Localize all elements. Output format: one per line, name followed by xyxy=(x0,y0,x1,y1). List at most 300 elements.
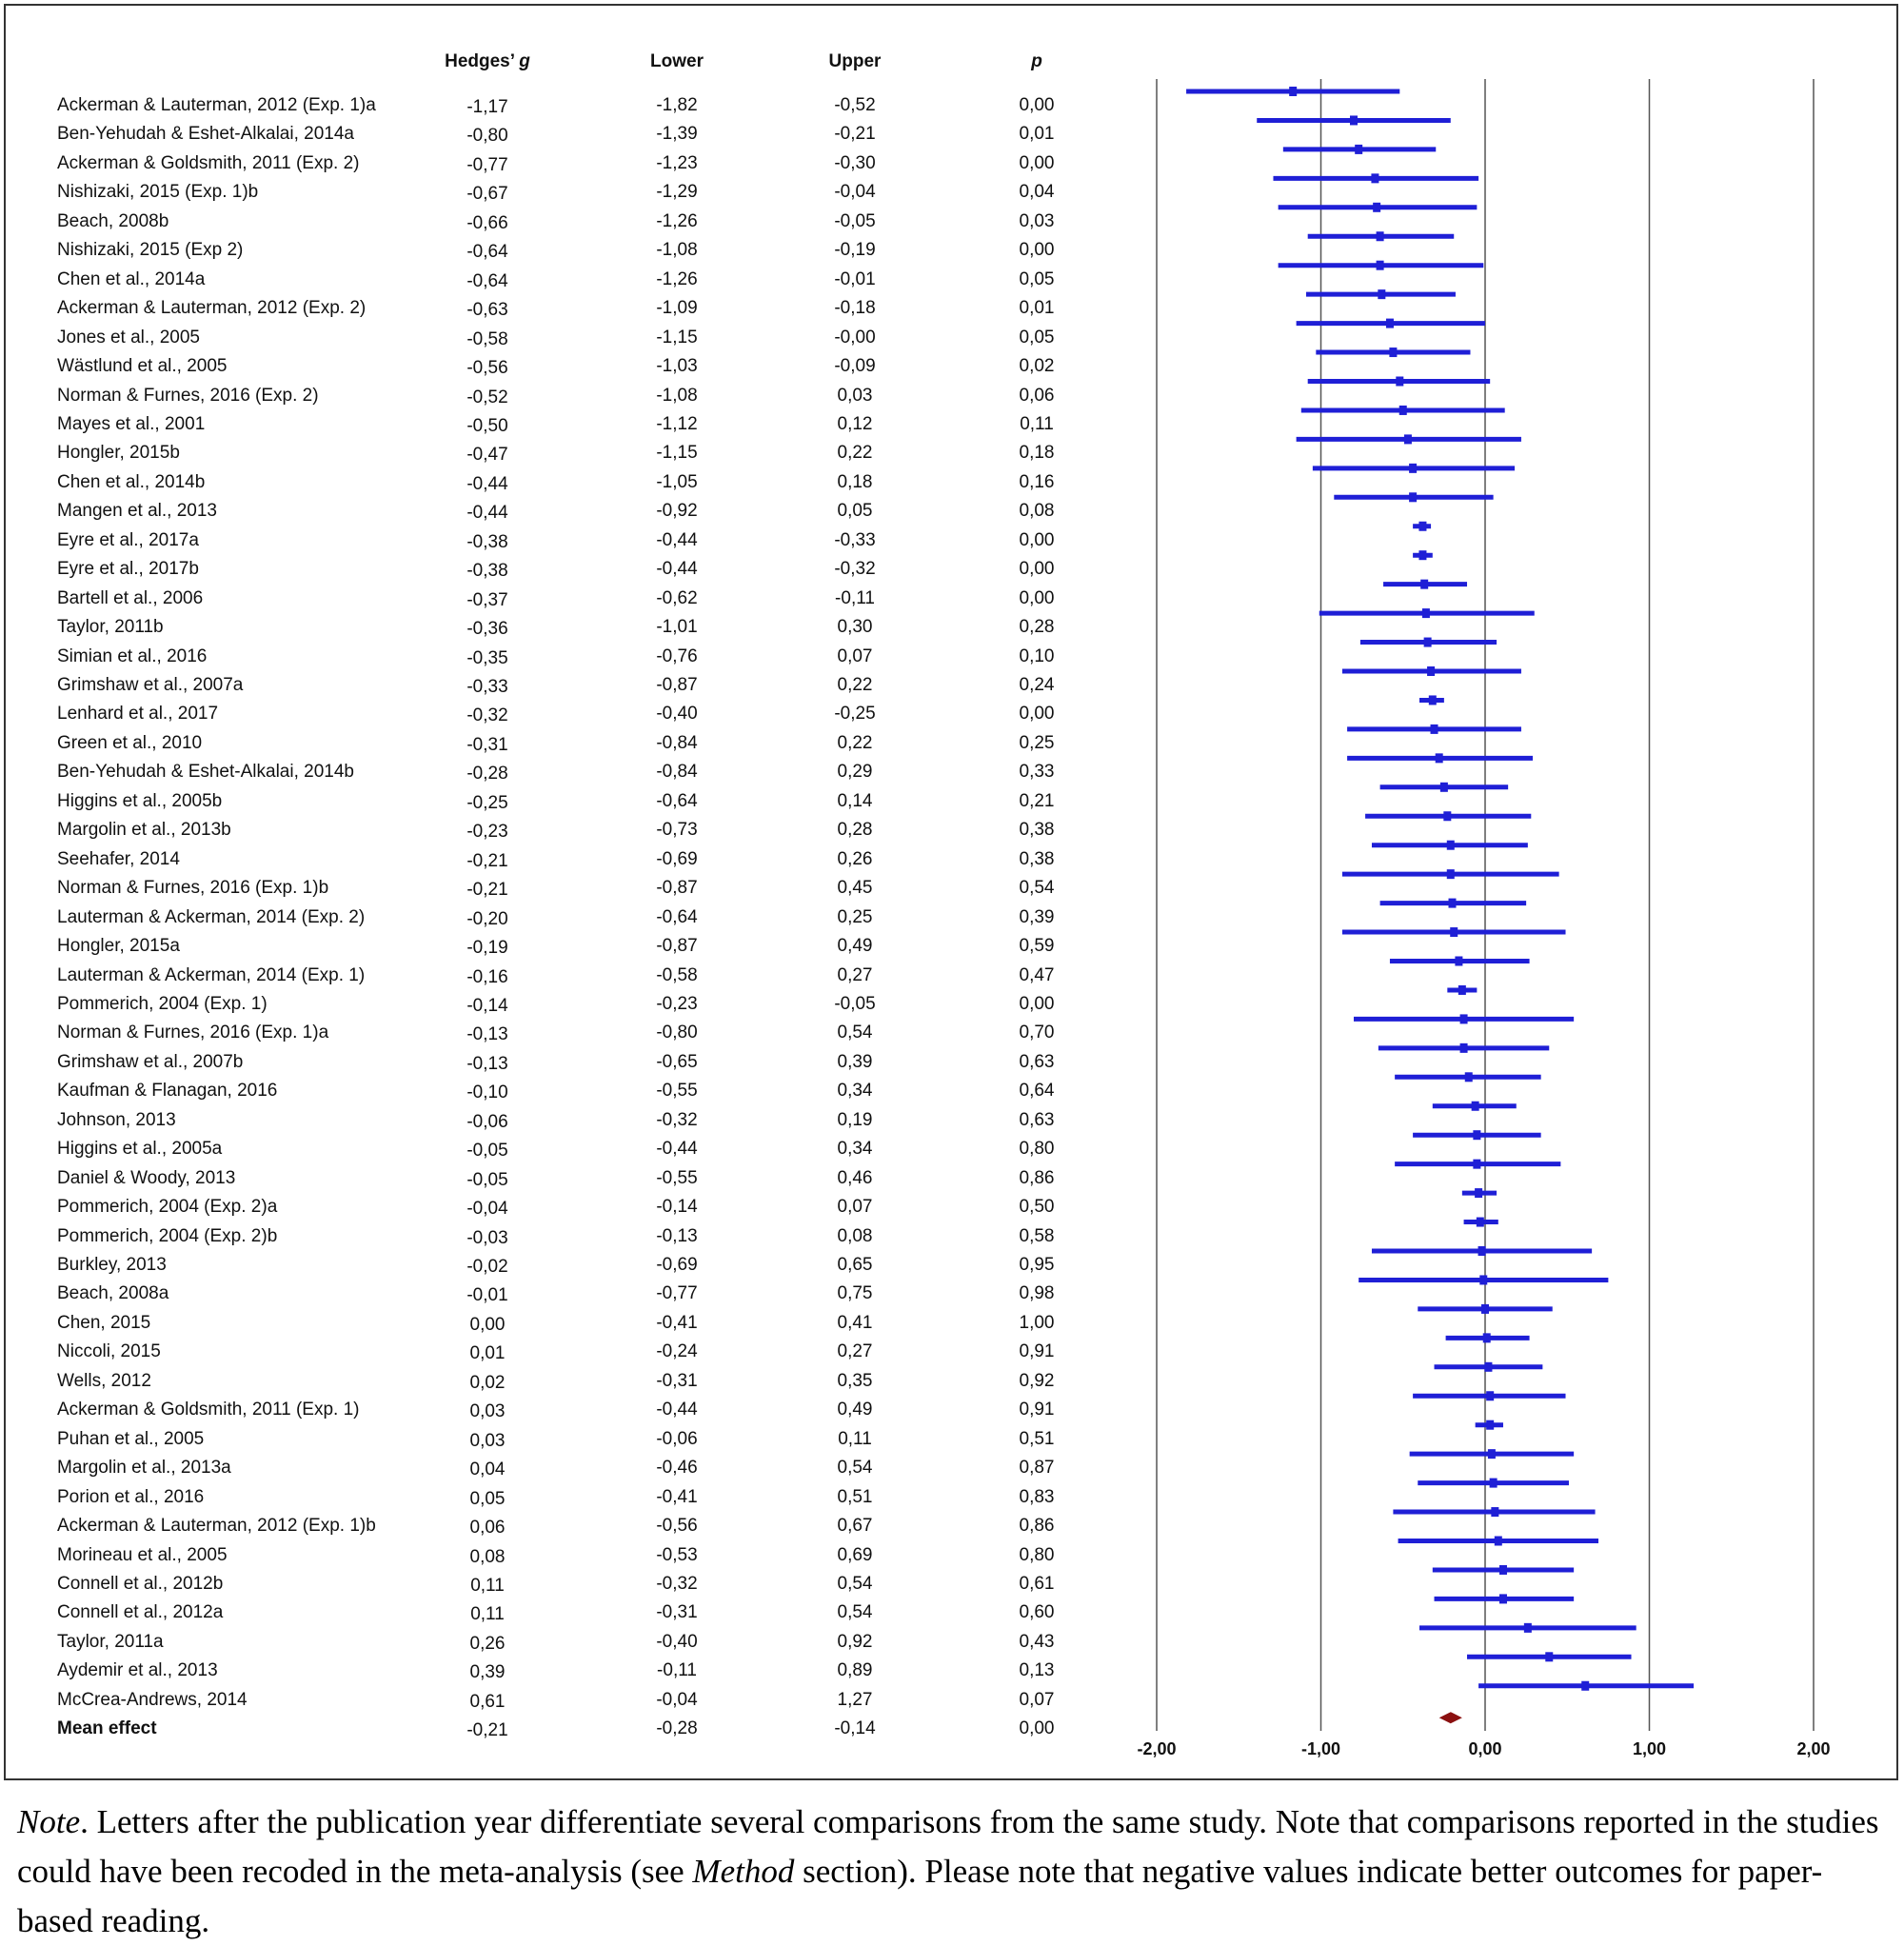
p-value: 0,95 xyxy=(1019,1255,1055,1275)
lower-ci-value: -0,87 xyxy=(656,936,698,957)
point-estimate xyxy=(1440,783,1448,792)
x-tick-label: 1,00 xyxy=(1632,1739,1667,1758)
upper-ci-value: 0,22 xyxy=(837,443,873,464)
upper-ci-value: -0,21 xyxy=(834,124,876,145)
upper-ci-value: 0,22 xyxy=(837,732,873,753)
p-value: 0,92 xyxy=(1019,1370,1055,1391)
point-estimate xyxy=(1404,434,1412,444)
study-name: Eyre et al., 2017b xyxy=(57,559,199,580)
upper-ci-value: -0,09 xyxy=(834,356,876,377)
effect-size-value: -0,25 xyxy=(466,792,508,813)
p-value: 0,70 xyxy=(1019,1023,1055,1043)
upper-ci-value: 0,46 xyxy=(837,1167,873,1188)
study-name: Taylor, 2011b xyxy=(57,617,164,638)
study-name: Kaufman & Flanagan, 2016 xyxy=(57,1081,278,1102)
effect-size-value: -0,23 xyxy=(466,822,508,843)
point-estimate xyxy=(1447,869,1455,879)
lower-ci-value: -0,65 xyxy=(656,1051,698,1072)
point-estimate xyxy=(1491,1507,1498,1517)
effect-size-value: -0,32 xyxy=(466,705,508,726)
upper-ci-value: 0,65 xyxy=(837,1255,873,1275)
upper-ci-value: 0,67 xyxy=(837,1516,873,1537)
lower-ci-value: -0,41 xyxy=(656,1486,698,1507)
study-name: Lauterman & Ackerman, 2014 (Exp. 2) xyxy=(57,906,366,927)
study-name: Grimshaw et al., 2007a xyxy=(57,675,244,695)
lower-ci-value: -1,39 xyxy=(656,124,698,145)
study-name: Higgins et al., 2005a xyxy=(57,1139,223,1160)
p-value: 0,01 xyxy=(1019,298,1055,319)
study-name: Mangen et al., 2013 xyxy=(57,501,217,522)
study-name: Ackerman & Goldsmith, 2011 (Exp. 2) xyxy=(57,152,360,173)
point-estimate xyxy=(1486,1420,1494,1430)
lower-ci-value: -1,01 xyxy=(656,617,698,638)
lower-ci-value: -0,73 xyxy=(656,820,698,841)
upper-ci-value: 0,14 xyxy=(837,790,873,811)
study-name: Ackerman & Lauterman, 2012 (Exp. 2) xyxy=(57,298,367,319)
p-value: 0,54 xyxy=(1019,878,1055,899)
point-estimate xyxy=(1377,261,1384,270)
effect-size-value: 0,26 xyxy=(469,1633,506,1654)
effect-size-value: -0,66 xyxy=(466,212,508,233)
p-value: 0,38 xyxy=(1019,820,1055,841)
effect-size-value: -0,06 xyxy=(466,1111,508,1132)
point-estimate xyxy=(1396,377,1403,387)
study-name: Norman & Furnes, 2016 (Exp. 2) xyxy=(57,385,319,406)
p-value: 0,21 xyxy=(1019,790,1055,811)
effect-size-value: -0,56 xyxy=(466,358,508,379)
study-name: Chen et al., 2014b xyxy=(57,471,206,492)
upper-ci-value: -0,04 xyxy=(834,182,876,203)
point-estimate xyxy=(1499,1594,1507,1603)
p-value: 1,00 xyxy=(1019,1312,1055,1333)
p-value: 0,04 xyxy=(1019,182,1055,203)
effect-size-value: -0,52 xyxy=(466,387,508,407)
lower-ci-value: -1,03 xyxy=(656,356,698,377)
effect-size-value: -0,36 xyxy=(466,619,508,640)
lower-ci-value: -0,40 xyxy=(656,704,698,725)
point-estimate xyxy=(1373,203,1380,212)
upper-ci-value: -0,05 xyxy=(834,210,876,231)
p-value: 0,38 xyxy=(1019,848,1055,869)
p-value: 0,00 xyxy=(1019,993,1055,1014)
study-name: Hongler, 2015b xyxy=(57,443,180,464)
upper-ci-value: 0,54 xyxy=(837,1023,873,1043)
lower-ci-value: -1,29 xyxy=(656,182,698,203)
point-estimate xyxy=(1289,87,1297,96)
p-value: 0,61 xyxy=(1019,1573,1055,1594)
study-name: Grimshaw et al., 2007b xyxy=(57,1051,244,1072)
upper-ci-value: 0,12 xyxy=(837,413,873,434)
p-value: 0,00 xyxy=(1019,559,1055,580)
effect-size-value: -0,13 xyxy=(466,1024,508,1045)
x-tick-label: -1,00 xyxy=(1300,1739,1341,1758)
upper-ci-value: -0,01 xyxy=(834,268,876,289)
effect-size-value: -0,21 xyxy=(466,1720,508,1741)
upper-ci-value: -0,11 xyxy=(835,587,875,608)
study-name: Margolin et al., 2013b xyxy=(57,820,231,841)
study-name: Daniel & Woody, 2013 xyxy=(57,1167,236,1188)
lower-ci-value: -0,55 xyxy=(656,1081,698,1102)
effect-size-value: 0,03 xyxy=(469,1430,506,1451)
point-estimate xyxy=(1418,522,1426,531)
study-name: Johnson, 2013 xyxy=(57,1109,176,1130)
upper-ci-value: 0,54 xyxy=(837,1602,873,1623)
upper-ci-value: 0,34 xyxy=(837,1081,873,1102)
effect-size-value: 0,39 xyxy=(469,1662,506,1683)
point-estimate xyxy=(1472,1102,1479,1111)
lower-ci-value: -0,23 xyxy=(656,993,698,1014)
effect-size-value: 0,05 xyxy=(469,1488,506,1509)
point-estimate xyxy=(1479,1275,1487,1284)
point-estimate xyxy=(1350,115,1358,125)
study-name: Taylor, 2011a xyxy=(57,1631,164,1652)
x-tick-label: -2,00 xyxy=(1137,1739,1177,1758)
study-name: Ackerman & Lauterman, 2012 (Exp. 1)b xyxy=(57,1516,376,1537)
p-value: 0,10 xyxy=(1019,645,1055,666)
effect-size-value: 0,61 xyxy=(469,1691,506,1712)
lower-ci-value: -1,12 xyxy=(656,413,698,434)
point-estimate xyxy=(1484,1362,1492,1372)
p-value: 0,64 xyxy=(1019,1081,1055,1102)
p-value: 0,91 xyxy=(1019,1400,1055,1420)
p-value: 0,86 xyxy=(1019,1167,1055,1188)
p-value: 0,59 xyxy=(1019,936,1055,957)
effect-size-value: -0,35 xyxy=(466,647,508,668)
lower-ci-value: -0,32 xyxy=(656,1573,698,1594)
lower-ci-value: -1,82 xyxy=(656,95,698,115)
upper-ci-value: 0,27 xyxy=(837,964,873,985)
lower-ci-value: -0,28 xyxy=(656,1718,698,1739)
upper-ci-value: -0,25 xyxy=(834,704,876,725)
upper-ci-value: 0,07 xyxy=(837,645,873,666)
study-name: Ackerman & Lauterman, 2012 (Exp. 1)a xyxy=(57,95,376,115)
study-name: Pommerich, 2004 (Exp. 2)b xyxy=(57,1225,278,1246)
lower-ci-value: -0,53 xyxy=(656,1544,698,1565)
upper-ci-value: 0,05 xyxy=(837,501,873,522)
lower-ci-value: -0,56 xyxy=(656,1516,698,1537)
p-value: 0,18 xyxy=(1019,443,1055,464)
p-value: 0,24 xyxy=(1019,675,1055,695)
lower-ci-value: -0,92 xyxy=(656,501,698,522)
study-name: Hongler, 2015a xyxy=(57,936,180,957)
upper-ci-value: 0,49 xyxy=(837,936,873,957)
p-value: 0,03 xyxy=(1019,210,1055,231)
upper-ci-value: -0,52 xyxy=(834,95,876,115)
lower-ci-value: -0,13 xyxy=(656,1225,698,1246)
lower-ci-value: -0,62 xyxy=(656,587,698,608)
point-estimate xyxy=(1458,985,1466,995)
p-value: 0,50 xyxy=(1019,1197,1055,1218)
upper-ci-value: 0,54 xyxy=(837,1573,873,1594)
upper-ci-value: -0,32 xyxy=(834,559,876,580)
lower-ci-value: -1,26 xyxy=(656,210,698,231)
lower-ci-value: -0,44 xyxy=(656,559,698,580)
lower-ci-value: -0,40 xyxy=(656,1631,698,1652)
study-name: Green et al., 2010 xyxy=(57,732,203,753)
upper-ci-value: 0,92 xyxy=(837,1631,873,1652)
study-name: Morineau et al., 2005 xyxy=(57,1544,228,1565)
effect-size-value: -0,19 xyxy=(466,938,508,959)
lower-ci-value: -1,05 xyxy=(656,471,698,492)
point-estimate xyxy=(1443,811,1451,821)
upper-ci-value: -0,05 xyxy=(834,993,876,1014)
point-estimate xyxy=(1371,173,1378,183)
effect-size-value: 0,11 xyxy=(470,1575,505,1596)
effect-size-value: -0,01 xyxy=(466,1285,508,1306)
lower-ci-value: -1,15 xyxy=(656,443,698,464)
effect-size-value: -0,31 xyxy=(466,734,508,755)
upper-ci-value: 0,45 xyxy=(837,878,873,899)
upper-ci-value: 0,25 xyxy=(837,906,873,927)
p-value: 0,05 xyxy=(1019,327,1055,348)
lower-ci-value: -0,77 xyxy=(656,1283,698,1304)
effect-size-value: 0,00 xyxy=(469,1314,506,1335)
lower-ci-value: -0,06 xyxy=(656,1428,698,1449)
p-value: 0,07 xyxy=(1019,1689,1055,1710)
upper-ci-value: 0,28 xyxy=(837,820,873,841)
effect-size-value: 0,04 xyxy=(469,1460,506,1480)
effect-size-value: -0,03 xyxy=(466,1227,508,1248)
point-estimate xyxy=(1524,1623,1532,1633)
lower-ci-value: -1,23 xyxy=(656,152,698,173)
effect-size-value: -0,38 xyxy=(466,561,508,582)
p-value: 0,43 xyxy=(1019,1631,1055,1652)
point-estimate xyxy=(1455,957,1462,966)
upper-ci-value: 0,26 xyxy=(837,848,873,869)
study-name: Beach, 2008b xyxy=(57,210,169,231)
point-estimate xyxy=(1545,1652,1553,1661)
p-value: 0,58 xyxy=(1019,1225,1055,1246)
lower-ci-value: -0,87 xyxy=(656,675,698,695)
effect-size-value: -0,04 xyxy=(466,1199,508,1220)
lower-ci-value: -0,84 xyxy=(656,762,698,783)
effect-size-value: -0,05 xyxy=(466,1141,508,1162)
p-value: 0,80 xyxy=(1019,1139,1055,1160)
point-estimate xyxy=(1499,1565,1507,1575)
point-estimate xyxy=(1581,1681,1589,1691)
p-value: 0,00 xyxy=(1019,1718,1055,1739)
lower-ci-value: -0,64 xyxy=(656,790,698,811)
point-estimate xyxy=(1409,492,1417,502)
study-name: Jones et al., 2005 xyxy=(57,327,200,348)
study-name: Ben-Yehudah & Eshet-Alkalai, 2014a xyxy=(57,124,354,145)
p-value: 0,06 xyxy=(1019,385,1055,406)
p-value: 0,00 xyxy=(1019,152,1055,173)
study-name: Lauterman & Ackerman, 2014 (Exp. 1) xyxy=(57,964,366,985)
point-estimate xyxy=(1427,666,1435,676)
effect-size-value: -0,10 xyxy=(466,1082,508,1103)
lower-ci-value: -0,44 xyxy=(656,529,698,550)
upper-ci-value: 0,34 xyxy=(837,1139,873,1160)
point-estimate xyxy=(1436,753,1443,763)
lower-ci-value: -0,41 xyxy=(656,1312,698,1333)
lower-ci-value: -0,11 xyxy=(657,1660,697,1681)
effect-size-value: -0,05 xyxy=(466,1169,508,1190)
effect-size-value: -0,02 xyxy=(466,1257,508,1277)
point-estimate xyxy=(1447,841,1455,850)
point-estimate xyxy=(1355,145,1362,154)
point-estimate xyxy=(1399,406,1407,415)
x-tick-label: 2,00 xyxy=(1796,1739,1831,1758)
upper-ci-value: -0,19 xyxy=(834,240,876,261)
upper-ci-value: 0,07 xyxy=(837,1197,873,1218)
effect-size-value: 0,03 xyxy=(469,1401,506,1422)
study-name: Eyre et al., 2017a xyxy=(57,529,199,550)
point-estimate xyxy=(1386,319,1394,328)
study-name: Lenhard et al., 2017 xyxy=(57,704,219,725)
lower-ci-value: -0,32 xyxy=(656,1109,698,1130)
summary-diamond xyxy=(1439,1712,1462,1723)
point-estimate xyxy=(1389,348,1397,357)
p-value: 0,33 xyxy=(1019,762,1055,783)
upper-ci-value: 0,19 xyxy=(837,1109,873,1130)
point-estimate xyxy=(1465,1072,1473,1082)
study-name: Nishizaki, 2015 (Exp 2) xyxy=(57,240,244,261)
lower-ci-value: -0,14 xyxy=(656,1197,698,1218)
p-value: 0,05 xyxy=(1019,268,1055,289)
effect-size-value: -0,67 xyxy=(466,184,508,205)
p-value: 0,83 xyxy=(1019,1486,1055,1507)
upper-ci-value: 0,49 xyxy=(837,1400,873,1420)
effect-size-value: -0,14 xyxy=(466,995,508,1016)
lower-ci-value: -0,44 xyxy=(656,1400,698,1420)
lower-ci-value: -0,55 xyxy=(656,1167,698,1188)
p-value: 0,16 xyxy=(1019,471,1055,492)
p-value: 0,01 xyxy=(1019,124,1055,145)
effect-size-value: -0,44 xyxy=(466,473,508,494)
point-estimate xyxy=(1490,1479,1497,1488)
effect-size-value: -0,58 xyxy=(466,328,508,349)
effect-size-value: -0,77 xyxy=(466,154,508,175)
p-value: 0,86 xyxy=(1019,1516,1055,1537)
lower-ci-value: -0,80 xyxy=(656,1023,698,1043)
lower-ci-value: -0,84 xyxy=(656,732,698,753)
lower-ci-value: -0,76 xyxy=(656,645,698,666)
point-estimate xyxy=(1377,231,1384,241)
point-estimate xyxy=(1449,899,1457,908)
point-estimate xyxy=(1475,1188,1482,1198)
upper-ci-value: 0,18 xyxy=(837,471,873,492)
study-name: Connell et al., 2012a xyxy=(57,1602,224,1623)
study-name: Beach, 2008a xyxy=(57,1283,169,1304)
study-name: Pommerich, 2004 (Exp. 2)a xyxy=(57,1197,278,1218)
header-upper: Upper xyxy=(828,51,882,71)
lower-ci-value: -0,44 xyxy=(656,1139,698,1160)
lower-ci-value: -1,09 xyxy=(656,298,698,319)
point-estimate xyxy=(1488,1449,1496,1459)
upper-ci-value: 0,11 xyxy=(838,1428,872,1449)
study-name: Bartell et al., 2006 xyxy=(57,587,204,608)
effect-size-value: 0,08 xyxy=(469,1546,506,1567)
study-name: Burkley, 2013 xyxy=(57,1255,167,1275)
study-name: Higgins et al., 2005b xyxy=(57,790,223,811)
upper-ci-value: 0,54 xyxy=(837,1458,873,1479)
effect-size-value: 0,01 xyxy=(469,1343,506,1364)
header-hedges-g: Hedges’ g xyxy=(445,51,530,71)
point-estimate xyxy=(1429,695,1437,705)
point-estimate xyxy=(1478,1246,1486,1256)
study-name: Ben-Yehudah & Eshet-Alkalai, 2014b xyxy=(57,762,354,783)
p-value: 0,00 xyxy=(1019,529,1055,550)
study-name: Wästlund et al., 2005 xyxy=(57,356,228,377)
effect-size-value: -0,50 xyxy=(466,415,508,436)
study-name: Aydemir et al., 2013 xyxy=(57,1660,218,1681)
p-value: 0,63 xyxy=(1019,1109,1055,1130)
study-name: Norman & Furnes, 2016 (Exp. 1)a xyxy=(57,1023,329,1043)
point-estimate xyxy=(1450,927,1458,937)
p-value: 0,00 xyxy=(1019,704,1055,725)
figure-note: Note. Letters after the publication year differentiate several comparisons from the same study. Note that comparisons reported in the studies could have been recoded in the meta-analysis (see Method section). Please note that negative values indicate better outcomes for paper-based reading. xyxy=(17,1803,1879,1939)
study-name: Seehafer, 2014 xyxy=(57,848,180,869)
point-estimate xyxy=(1422,608,1430,618)
study-name: Connell et al., 2012b xyxy=(57,1573,224,1594)
effect-size-value: -0,63 xyxy=(466,300,508,321)
lower-ci-value: -1,15 xyxy=(656,327,698,348)
lower-ci-value: -0,46 xyxy=(656,1458,698,1479)
upper-ci-value: -0,33 xyxy=(834,529,876,550)
point-estimate xyxy=(1431,725,1438,734)
p-value: 0,63 xyxy=(1019,1051,1055,1072)
effect-size-value: -0,64 xyxy=(466,242,508,263)
upper-ci-value: 0,03 xyxy=(837,385,873,406)
effect-size-value: -0,21 xyxy=(466,850,508,871)
lower-ci-value: -1,08 xyxy=(656,385,698,406)
p-value: 0,28 xyxy=(1019,617,1055,638)
effect-size-value: -1,17 xyxy=(466,97,508,117)
point-estimate xyxy=(1483,1333,1491,1342)
effect-size-value: -0,21 xyxy=(466,880,508,901)
lower-ci-value: -0,31 xyxy=(656,1602,698,1623)
study-name: McCrea-Andrews, 2014 xyxy=(57,1689,248,1710)
lower-ci-value: -0,64 xyxy=(656,906,698,927)
upper-ci-value: 0,41 xyxy=(837,1312,873,1333)
effect-size-value: -0,37 xyxy=(466,589,508,610)
upper-ci-value: -0,14 xyxy=(834,1718,876,1739)
lower-ci-value: -0,69 xyxy=(656,848,698,869)
p-value: 0,00 xyxy=(1019,95,1055,115)
point-estimate xyxy=(1420,580,1428,589)
p-value: 0,08 xyxy=(1019,501,1055,522)
summary-name: Mean effect xyxy=(57,1718,157,1739)
p-value: 0,00 xyxy=(1019,587,1055,608)
point-estimate xyxy=(1460,1043,1468,1053)
p-value: 0,39 xyxy=(1019,906,1055,927)
p-value: 0,02 xyxy=(1019,356,1055,377)
effect-size-value: 0,11 xyxy=(470,1604,505,1625)
p-value: 0,11 xyxy=(1020,413,1054,434)
upper-ci-value: 0,89 xyxy=(837,1660,873,1681)
lower-ci-value: -0,69 xyxy=(656,1255,698,1275)
lower-ci-value: -0,87 xyxy=(656,878,698,899)
point-estimate xyxy=(1378,289,1385,299)
upper-ci-value: 0,39 xyxy=(837,1051,873,1072)
effect-size-value: -0,16 xyxy=(466,966,508,987)
point-estimate xyxy=(1495,1537,1502,1546)
point-estimate xyxy=(1418,550,1426,560)
upper-ci-value: 0,35 xyxy=(837,1370,873,1391)
x-tick-label: 0,00 xyxy=(1468,1739,1502,1758)
study-name: Wells, 2012 xyxy=(57,1370,151,1391)
point-estimate xyxy=(1477,1218,1484,1227)
study-name: Margolin et al., 2013a xyxy=(57,1458,231,1479)
effect-size-value: -0,13 xyxy=(466,1053,508,1074)
study-name: Puhan et al., 2005 xyxy=(57,1428,205,1449)
upper-ci-value: 0,22 xyxy=(837,675,873,695)
p-value: 0,80 xyxy=(1019,1544,1055,1565)
p-value: 0,98 xyxy=(1019,1283,1055,1304)
header-lower: Lower xyxy=(650,51,704,71)
upper-ci-value: 0,29 xyxy=(837,762,873,783)
